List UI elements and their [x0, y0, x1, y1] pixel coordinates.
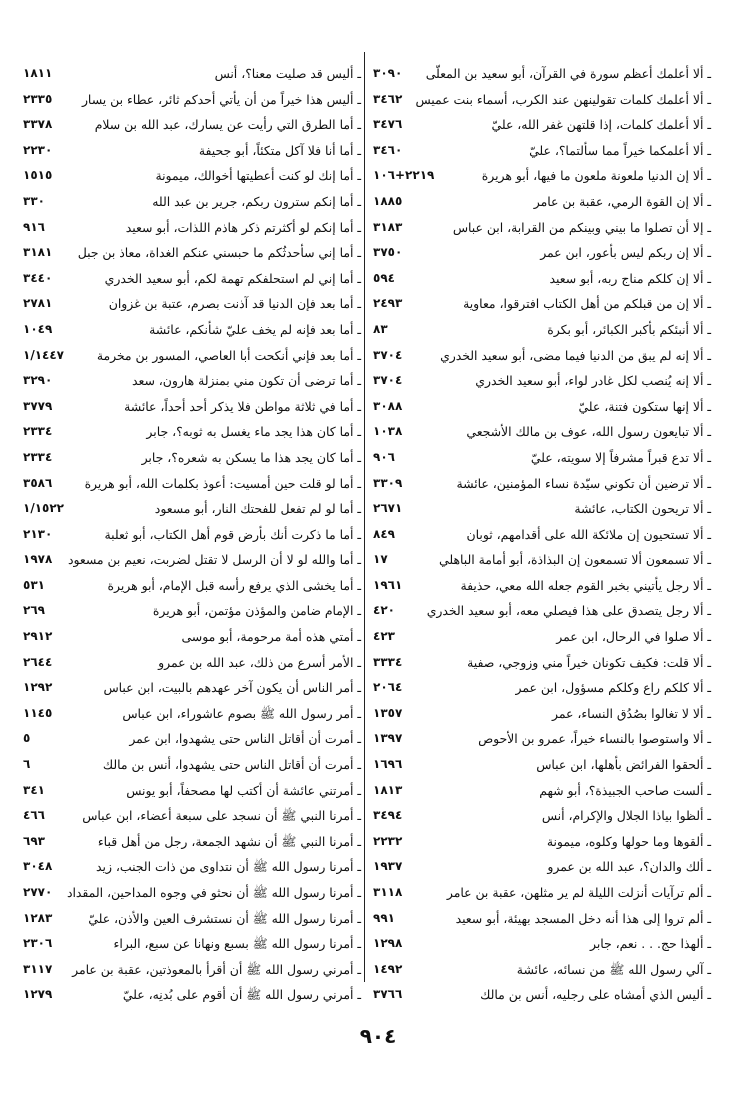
index-entry — [23, 803, 361, 829]
index-entry — [23, 752, 361, 778]
entry-number: ١/١٤٤٧ — [23, 347, 65, 362]
entry-number: ٣١٨٣ — [373, 219, 403, 234]
entry-text: ـ أما في ثلاثة مواطن فلا يذكر أحد أحداً، عائشة — [124, 398, 361, 414]
entry-text: ـ أما يخشى الذي يرفع رأسه قبل الإمام، أبو هريرة — [107, 577, 361, 593]
index-entry — [373, 803, 711, 829]
entry-text: ـ أما ما ذكرت أنك بأرض قوم أهل الكتاب، أبو ثعلبة — [104, 526, 361, 542]
entry-text: ـ ألا إن ربكم ليس بأعور، ابن عمر — [540, 245, 711, 261]
index-entry — [373, 854, 711, 880]
entry-text: ـ ألا إن كلكم مناج ربه، أبو سعيد — [549, 270, 711, 286]
entry-text: ـ ألا ترضين أن تكوني سيّدة نساء المؤمنين، عائشة — [456, 475, 711, 491]
index-entry — [23, 368, 361, 394]
index-entry — [373, 675, 711, 701]
entry-number: ١٨١١ — [23, 66, 53, 80]
entry-number: ٣٠٤٨ — [23, 859, 53, 874]
entry-text: ـ أمر رسول الله ﷺ بصوم عاشوراء، ابن عباس — [122, 705, 361, 721]
entry-text: ـ أما كان يجد هذا ما يسكن به شعره؟، جابر — [141, 449, 361, 465]
index-entry — [373, 394, 711, 420]
entry-number: ٣٤١ — [23, 782, 45, 797]
entry-number: ٣٤٦٠ — [373, 142, 403, 157]
entry-text: ـ ألست صاحب الجبيذة؟، أبو شهم — [539, 782, 711, 798]
index-entry — [373, 61, 711, 87]
entry-number: ١٥١٥ — [23, 168, 53, 183]
entry-text: ـ أما إني سأحدثُكم ما حبسني عنكم الغداة، معاذ بن جبل — [77, 245, 361, 261]
index-entry — [23, 982, 361, 1008]
entry-number: ٢٢٣٠ — [23, 142, 53, 157]
index-entry — [373, 931, 711, 957]
entry-number: ٢٦٤٤ — [23, 654, 53, 669]
index-entry — [373, 215, 711, 241]
entry-number: ٨٤٩ — [373, 526, 395, 541]
entry-text: ـ أمرنا رسول الله ﷺ بسبع ونهانا عن سبع، البراء — [113, 936, 361, 952]
entry-text: ـ ألا قلت: فكيف تكونان خيراً مني وزوجي، صفية — [467, 654, 711, 670]
entry-text: ـ ألا إنه لم يبق من الدنيا فيما مضى، أبو سعيد الخدري — [440, 347, 711, 363]
entry-text: ـ أمرني رسول الله ﷺ أن أقرأ بالمعوذتين، عقبة بن عامر — [72, 961, 361, 977]
index-entry — [373, 778, 711, 804]
entry-text: ـ ألا أنبئكم بأكبر الكبائر، أبو بكرة — [547, 321, 711, 337]
entry-number: ٢٧٧٠ — [23, 885, 53, 899]
entry-number: ٣١١٨ — [373, 885, 403, 899]
entry-number: ٣٤٦٢ — [373, 91, 403, 106]
entry-text: ـ ألا أعلمك كلمات تقولينهن عند الكرب، أسماء بنت عميس — [415, 91, 711, 107]
entry-text: ـ ألا تسمعون ألا تسمعون إن البذاذة، أبو أمامة الباهلي — [439, 552, 711, 568]
entry-text: ـ ألا إن الدنيا ملعونة ملعون ما فيها، أبو هريرة — [481, 168, 711, 184]
entry-text: ـ ألا رجل يتصدق على هذا فيصلي معه، أبو سعيد الخدري — [426, 603, 711, 619]
entry-number: ١٣٩٧ — [373, 731, 403, 746]
index-entry — [373, 189, 711, 215]
entry-text: ـ ألا أعلمكما خيراً مما سألتما؟، عليّ — [529, 142, 711, 158]
index-entry — [373, 368, 711, 394]
index-entry — [23, 317, 361, 343]
right-column — [373, 61, 711, 1008]
index-entry — [23, 189, 361, 215]
entry-number: ٥٣١ — [23, 577, 45, 592]
index-entry — [23, 419, 361, 445]
entry-text: ـ ألا إنه يُنصب لكل غادر لواء، أبو سعيد الخدري — [475, 373, 711, 389]
entry-text: ـ ألا إنها ستكون فتنة، عليّ — [578, 398, 711, 414]
entry-number: ١٦٩٦ — [373, 757, 403, 772]
index-entry — [23, 394, 361, 420]
entry-text: ـ أمرت أن أقاتل الناس حتى يشهدوا، أنس بن مالك — [102, 757, 361, 773]
entry-number: ٣٣٣٤ — [373, 654, 403, 669]
entry-text: ـ أما بعد فإني أنكحت أبا العاصي، المسور بن مخرمة — [96, 347, 361, 363]
entry-number: ٣٧٥٠ — [373, 245, 403, 260]
index-entry — [23, 215, 361, 241]
entry-number: ٩٠٦ — [373, 449, 395, 464]
entry-text: ـ ألا أعلمك كلمات، إذا قلتهن غفر الله، عليّ — [491, 117, 711, 133]
index-entry — [373, 471, 711, 497]
index-entry — [23, 240, 361, 266]
entry-text: ـ ألا تدع قبراً مشرفاً إلا سويته، عليّ — [530, 449, 711, 465]
entry-number: ١٢٧٩ — [23, 987, 53, 1002]
entry-number: ٢٣٣٥ — [23, 91, 53, 106]
index-entry — [23, 471, 361, 497]
index-entry — [373, 419, 711, 445]
index-entry — [23, 138, 361, 164]
index-entry — [23, 854, 361, 880]
entry-text: ـ أما إنك لو كنت أعطيتها أخوالك، ميمونة — [155, 168, 361, 184]
entry-number: ٣٧٠٤ — [373, 347, 403, 362]
entry-text: ـ أمرت أن أقاتل الناس حتى يشهدوا، ابن عمر — [129, 731, 361, 747]
page-number: ٩٠٤ — [359, 1024, 397, 1048]
index-entry — [23, 61, 361, 87]
entry-text: ـ أمرنا رسول الله ﷺ أن نحثو في وجوه المداحين، المقداد — [66, 885, 361, 900]
left-column — [23, 61, 361, 1008]
entry-number: ٣٤٩٤ — [373, 808, 403, 823]
entry-number: ١٠٤٩ — [23, 321, 53, 336]
entry-number: ٢٧٨١ — [23, 296, 53, 311]
entry-number: ٤٦٦ — [23, 808, 45, 823]
entry-text: ـ أليس الذي أمشاه على رجليه، أنس بن مالك — [480, 987, 711, 1003]
entry-number: ٣٤٧٦ — [373, 117, 403, 132]
entry-number: ٦ — [23, 757, 31, 772]
entry-number: ٨٣ — [373, 321, 388, 336]
entry-number: ٣٢٩٠ — [23, 373, 53, 388]
entry-text: ـ الأمر أسرع من ذلك، عبد الله بن عمرو — [158, 654, 361, 670]
entry-number: ١٨١٣ — [373, 782, 403, 797]
entry-number: ٣٧٠٤ — [373, 373, 403, 388]
index-entry — [23, 726, 361, 752]
entry-text: ـ أليس قد صليت معنا؟، أنس — [214, 66, 361, 81]
index-entry — [373, 957, 711, 983]
index-entry — [23, 829, 361, 855]
entry-number: ٢٦٧١ — [373, 501, 403, 516]
entry-number: ٩١٦ — [23, 219, 45, 234]
entry-number: ٢٦٩ — [23, 603, 45, 618]
index-entry — [23, 598, 361, 624]
entry-text: ـ ألم ترآيات أنزلت الليلة لم ير مثلهن، عقبة بن عامر — [446, 885, 711, 900]
entry-text: ـ ألا لا تغالوا بصُدُق النساء، عمر — [552, 705, 711, 721]
index-entry — [373, 752, 711, 778]
entry-text: ـ أمتي هذه أمة مرحومة، أبو موسى — [181, 629, 361, 645]
index-entry — [23, 163, 361, 189]
index-entry — [23, 957, 361, 983]
index-entry — [23, 496, 361, 522]
entry-number: ٥ — [23, 731, 31, 746]
entry-number: ٢٣٣٤ — [23, 449, 53, 464]
index-entry — [373, 266, 711, 292]
entry-number: ٢٠٦٤ — [373, 680, 403, 695]
entry-number: ١٩٦١ — [373, 577, 403, 592]
entry-number: ٥٩٤ — [373, 270, 395, 285]
index-entry — [23, 112, 361, 138]
entry-text: ـ ألحقوا الفرائض بأهلها، ابن عباس — [536, 757, 711, 773]
index-entry — [23, 87, 361, 113]
entry-number: ٤٢٠ — [373, 603, 395, 618]
index-entry — [373, 650, 711, 676]
entry-text: ـ أمر الناس أن يكون آخر عهدهم بالبيت، ابن عباس — [103, 680, 361, 696]
entry-number: ٢٩١٢ — [23, 629, 53, 644]
entry-number: ١٧ — [373, 552, 388, 567]
index-entry — [23, 778, 361, 804]
entry-text: ـ أما الطرق التي رأيت عن يسارك، عبد الله بن سلام — [94, 117, 361, 133]
entry-text: ـ أما إنكم سترون ربكم، جرير بن عبد الله — [152, 193, 361, 209]
entry-number: ٣٥٨٦ — [23, 475, 53, 490]
index-entry — [373, 87, 711, 113]
index-entry — [373, 240, 711, 266]
entry-text: ـ أمرني رسول الله ﷺ أن أقوم على بُدنِه، عليّ — [122, 987, 361, 1003]
index-entry — [23, 291, 361, 317]
entry-number: ٣٧٧٩ — [23, 398, 53, 413]
entry-text: ـ أما إني لم استحلفكم تهمة لكم، أبو سعيد الخدري — [104, 270, 361, 286]
index-entry — [23, 675, 361, 701]
entry-text: ـ ألا كلكم راع وكلكم مسؤول، ابن عمر — [515, 680, 711, 696]
entry-number: ١٢٩٢ — [23, 680, 53, 695]
entry-text: ـ ألا رجل يأتيني بخبر القوم جعله الله معي، حذيفة — [460, 577, 711, 593]
entry-text: ـ أما لو قلت حين أمسيت: أعوذ بكلمات الله، أبو هريرة — [84, 475, 361, 491]
entry-number: ١٢٩٨ — [373, 936, 403, 951]
entry-text: ـ أما بعد فإنه لم يخف عليّ شأنكم، عائشة — [149, 321, 361, 337]
index-entry — [373, 573, 711, 599]
entry-text: ـ الإمام ضامن والمؤذن مؤتمن، أبو هريرة — [152, 603, 361, 619]
entry-number: ١٢٨٣ — [23, 910, 53, 925]
entry-number: ٣١٨١ — [23, 245, 53, 260]
entry-text: ـ أمرنا رسول الله ﷺ أن نستشرف العين والأذن، عليّ — [88, 910, 361, 926]
entry-text: ـ ألا تريحون الكتاب، عائشة — [574, 501, 711, 517]
entry-number: ٢٣٠٦ — [23, 936, 53, 951]
entry-number: ٢٤٩٣ — [373, 296, 403, 311]
entry-text: ـ ألا تستحيون إن ملائكة الله على أقدامهم، ثوبان — [466, 526, 711, 542]
index-entry — [373, 982, 711, 1008]
entry-number: ١٤٩٢ — [373, 961, 403, 976]
entry-text: ـ إلا أن تصلوا ما بيني وبينكم من القرابة، ابن عباس — [452, 219, 711, 235]
entry-number: ١٣٥٧ — [373, 705, 403, 720]
entry-number: ٣١١٧ — [23, 961, 53, 976]
entry-text: ـ آلي رسول الله ﷺ من نسائه، عائشة — [516, 961, 711, 977]
entry-text: ـ أليس هذا خيراً من أن يأتي أحدكم ثائر، عطاء بن يسار — [81, 91, 361, 107]
entry-text: ـ أمرنا النبي ﷺ أن نشهد الجمعة، رجل من أهل قباء — [97, 833, 361, 849]
entry-text: ـ ألم تروا إلى هذا أنه دخل المسجد بهيئة، أبو سعيد — [455, 910, 711, 926]
entry-number: ١٠٣٨ — [373, 424, 403, 439]
index-entry — [373, 138, 711, 164]
index-entry — [373, 496, 711, 522]
entry-text: ـ ألهذا حج. . . نعم، جابر — [589, 936, 711, 952]
entry-text: ـ أما إنكم لو أكثرتم ذكر هاذم اللذات، أبو سعيد — [125, 219, 361, 235]
entry-text: ـ أما كان هذا يجد ماء يغسل به ثوبه؟، جابر — [146, 424, 361, 440]
entry-number: ٣٠٨٨ — [373, 398, 403, 413]
entry-text: ـ أما ترضى أن تكون مني بمنزلة هارون، سعد — [131, 373, 361, 389]
entry-text: ـ أمرتني عائشة أن أكتب لها مصحفاً، أبو يونس — [126, 782, 361, 798]
index-entry — [23, 701, 361, 727]
entry-text: ـ أما لو لم تفعل للفحتك النار، أبو مسعود — [154, 501, 361, 517]
index-entry — [23, 573, 361, 599]
entry-number: ٣٣٧٨ — [23, 117, 53, 132]
index-entry — [23, 906, 361, 932]
entry-number: ٣٧٦٦ — [373, 987, 403, 1002]
entry-number: ١/١٥٢٢ — [23, 501, 65, 516]
index-entry — [373, 317, 711, 343]
index-entry — [23, 931, 361, 957]
index-entry — [23, 266, 361, 292]
entry-number: ٢٢٣٢ — [373, 833, 403, 848]
entry-text: ـ أما أنا فلا آكل متكئاً، أبو جحيفة — [198, 142, 361, 158]
entry-number: ١٨٨٥ — [373, 193, 403, 208]
index-entry — [373, 598, 711, 624]
entry-number: ٩٩١ — [373, 910, 395, 925]
entry-text: ـ ألا أعلمك أعظم سورة في القرآن، أبو سعيد بن المعلّى — [425, 66, 711, 81]
index-entry — [373, 163, 711, 189]
index-entry — [373, 701, 711, 727]
entry-text: ـ أما والله لو لا أن الرسل لا تقتل لضربت، نعيم بن مسعود — [67, 552, 361, 568]
index-entry — [373, 624, 711, 650]
index-entry — [23, 547, 361, 573]
index-entry — [23, 650, 361, 676]
index-entry — [373, 547, 711, 573]
index-entry — [23, 343, 361, 369]
entry-number: ٢١٣٠ — [23, 526, 53, 541]
index-entry — [23, 880, 361, 906]
index-entry — [373, 445, 711, 471]
entry-number: ١٩٣٧ — [373, 859, 403, 874]
entry-text: ـ ألا واستوصوا بالنساء خيراً، عمرو بن الأحوص — [478, 731, 711, 747]
entry-number: ١١٤٥ — [23, 705, 53, 720]
entry-text: ـ أمرنا رسول الله ﷺ أن نتداوى من ذات الجنب، زيد — [96, 859, 361, 875]
column-divider — [364, 52, 365, 982]
entry-number: ٣٤٤٠ — [23, 270, 53, 285]
entry-number: ٣٠٩٠ — [373, 66, 403, 80]
entry-number: ٢٢١٩+١٠٦ — [373, 168, 435, 183]
index-entry — [23, 522, 361, 548]
entry-text: ـ أمرنا النبي ﷺ أن نسجد على سبعة أعضاء، ابن عباس — [82, 808, 361, 824]
entry-number: ١٩٧٨ — [23, 552, 53, 567]
entry-number: ٣٣٠ — [23, 193, 45, 208]
index-entry — [373, 726, 711, 752]
entry-text: ـ ألا صلوا في الرحال، ابن عمر — [556, 629, 711, 645]
index-entry — [373, 291, 711, 317]
entry-text: ـ ألقوها وما حولها وكلوه، ميمونة — [546, 833, 711, 849]
entry-text: ـ أما بعد فإن الدنيا قد آذنت بصرم، عتبة بن غزوان — [108, 296, 361, 312]
index-entry — [373, 829, 711, 855]
entry-number: ٢٣٣٤ — [23, 424, 53, 439]
index-entry — [23, 624, 361, 650]
entry-number: ٤٢٣ — [373, 629, 395, 644]
entry-text: ـ ألا إن من قبلكم من أهل الكتاب افترقوا، معاوية — [463, 296, 711, 312]
index-entry — [373, 522, 711, 548]
index-entry — [373, 906, 711, 932]
entry-text: ـ ألظوا بياذا الجلال والإكرام، أنس — [541, 808, 711, 824]
entry-text: ـ ألا إن القوة الرمي، عقبة بن عامر — [533, 193, 711, 209]
entry-text: ـ ألك والدان؟، عبد الله بن عمرو — [547, 859, 711, 875]
entry-text: ـ ألا تبايعون رسول الله، عوف بن مالك الأشجعي — [466, 424, 711, 440]
entry-number: ٦٩٣ — [23, 833, 45, 848]
index-entry — [373, 880, 711, 906]
index-entry — [23, 445, 361, 471]
entry-number: ٣٣٠٩ — [373, 475, 403, 490]
index-entry — [373, 343, 711, 369]
index-entry — [373, 112, 711, 138]
